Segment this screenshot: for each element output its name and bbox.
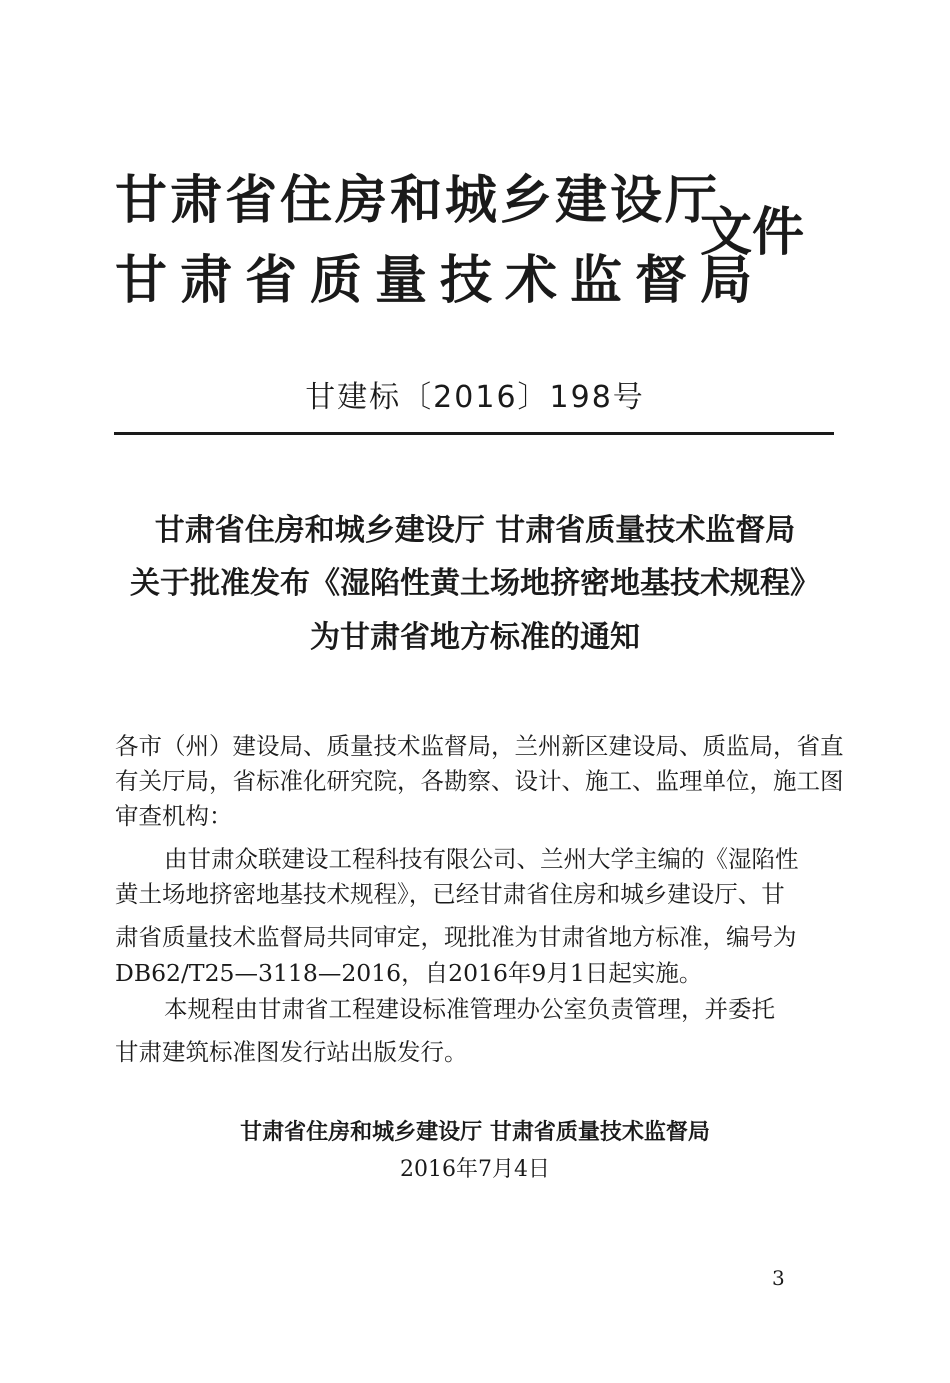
paragraph-line: DB62/T25—3118—2016，自2016年9月1日起实施。	[115, 959, 703, 987]
notice-title-line-3: 为甘肃省地方标准的通知	[310, 620, 640, 655]
issuer-name-1: 甘肃省住房和城乡建设厅	[115, 171, 721, 231]
page-number: 3	[772, 1266, 785, 1290]
issuer-name-2: 甘肃省质量技术监督局	[115, 251, 766, 311]
addressee-line: 有关厅局，省标准化研究院，各勘察、设计、施工、监理单位，施工图	[115, 767, 844, 795]
document-suffix: 文件	[700, 203, 805, 263]
signature-organizations: 甘肃省住房和城乡建设厅 甘肃省质量技术监督局	[240, 1120, 710, 1145]
paragraph-line: 肃省质量技术监督局共同审定，现批准为甘肃省地方标准，编号为	[115, 923, 797, 951]
notice-title-line-1: 甘肃省住房和城乡建设厅 甘肃省质量技术监督局	[154, 513, 796, 548]
header-divider	[114, 432, 834, 435]
paragraph-line: 本规程由甘肃省工程建设标准管理办公室负责管理，并委托	[164, 995, 775, 1023]
paragraph-line: 甘肃建筑标准图发行站出版发行。	[115, 1038, 468, 1066]
paragraph-line: 黄土场地挤密地基技术规程》，已经甘肃省住房和城乡建设厅、甘	[115, 880, 785, 908]
addressee-line: 各市（州）建设局、质量技术监督局，兰州新区建设局、质监局，省直	[115, 732, 844, 760]
notice-title-line-2: 关于批准发布《湿陷性黄土场地挤密地基技术规程》	[130, 566, 820, 601]
addressee-line: 审查机构：	[115, 802, 233, 830]
signature-date: 2016年7月4日	[400, 1157, 550, 1182]
document-number: 甘建标〔2016〕198号	[305, 380, 645, 415]
paragraph-line: 由甘肃众联建设工程科技有限公司、兰州大学主编的《湿陷性	[164, 845, 799, 873]
